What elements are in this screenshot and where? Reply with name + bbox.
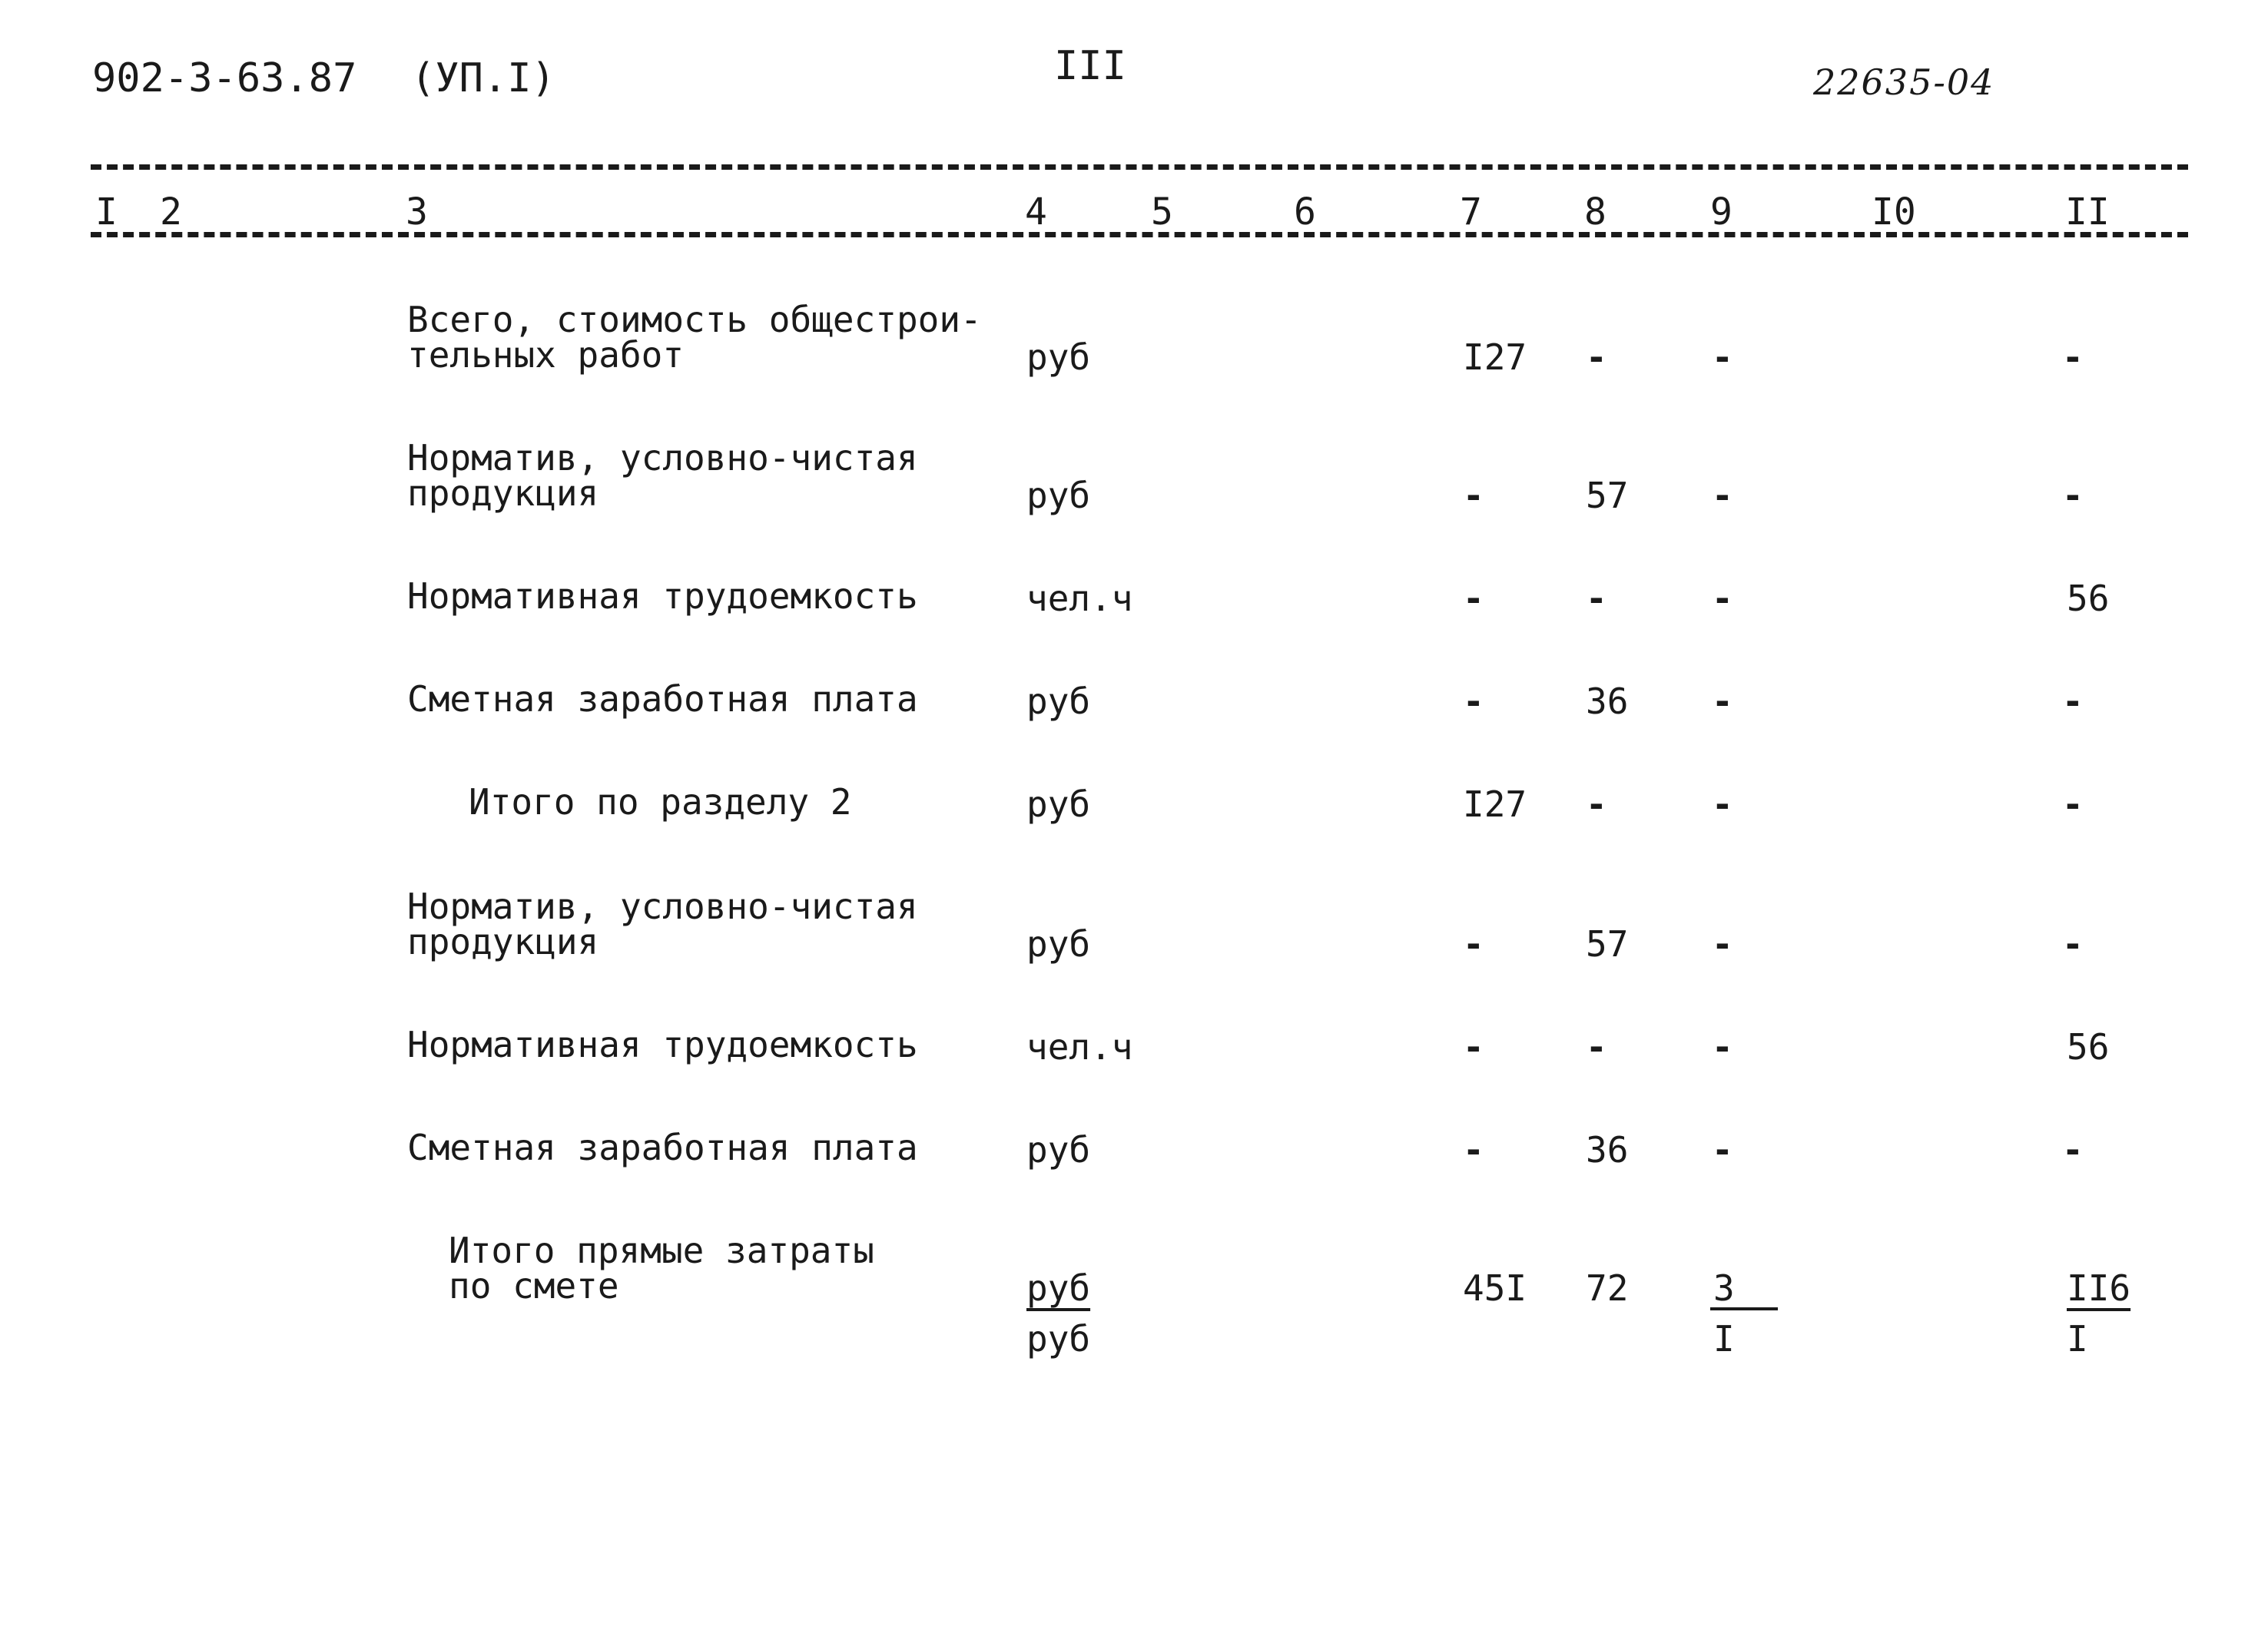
doc-section: (УП.I): [411, 55, 555, 101]
cell-col9: -: [1712, 1129, 1733, 1171]
column-number: 3: [406, 190, 428, 234]
row-label: Всего, стоимость общестрои-: [407, 299, 982, 340]
cell-col7: -: [1463, 1026, 1484, 1068]
row-label: Итого по разделу 2: [469, 781, 852, 823]
cell-col7: I27: [1463, 336, 1527, 378]
row-unit: руб: [1026, 923, 1091, 965]
row-unit: чел.ч: [1026, 1026, 1133, 1068]
cell-col8: 72: [1586, 1267, 1629, 1309]
column-number: 6: [1294, 190, 1316, 234]
row-unit: чел.ч: [1026, 578, 1133, 619]
column-number: I: [95, 190, 118, 234]
cell-col11-lower: I: [2067, 1318, 2088, 1360]
row-label: Нормативная трудоемкость: [407, 1024, 918, 1065]
column-number: 7: [1460, 190, 1482, 234]
row-label: продукция: [407, 921, 599, 962]
cell-col11: -: [2062, 681, 2084, 722]
cell-col8: -: [1586, 336, 1607, 378]
cell-col8: 36: [1586, 1129, 1629, 1171]
table-top-rule: [91, 164, 2188, 170]
row-unit: руб: [1026, 783, 1091, 825]
row-label: Сметная заработная плата: [407, 1127, 918, 1168]
row-unit: руб: [1026, 336, 1091, 378]
cell-col7: -: [1463, 578, 1484, 619]
row-label: по смете: [449, 1265, 619, 1307]
row-label: Норматив, условно-чистая: [407, 437, 918, 479]
row-unit: руб: [1026, 681, 1091, 722]
row-label: Нормативная трудоемкость: [407, 575, 918, 617]
cell-col7: -: [1463, 681, 1484, 722]
cell-col9: -: [1712, 475, 1733, 516]
cell-col11: -: [2062, 475, 2084, 516]
cell-col9: -: [1712, 923, 1733, 965]
cell-col7: I27: [1463, 783, 1527, 825]
cell-col7: -: [1463, 1129, 1484, 1171]
cell-col8: 57: [1586, 923, 1629, 965]
cell-col8: 36: [1586, 681, 1629, 722]
fraction-line: [1710, 1307, 1778, 1310]
row-unit: руб: [1026, 1267, 1091, 1309]
page-number: III: [1054, 43, 1126, 89]
archive-number: 22635-04: [1813, 61, 1995, 103]
row-label: Сметная заработная плата: [407, 678, 918, 720]
column-number: 2: [160, 190, 182, 234]
cell-col9: -: [1712, 783, 1733, 825]
column-number: 4: [1025, 190, 1047, 234]
cell-col11: -: [2062, 783, 2084, 825]
cell-col9: -: [1712, 681, 1733, 722]
cell-col8: 57: [1586, 475, 1629, 516]
cell-col8: -: [1586, 1026, 1607, 1068]
cell-col9: -: [1712, 578, 1733, 619]
cell-col11: -: [2062, 1129, 2084, 1171]
cell-col11: II6: [2067, 1267, 2131, 1309]
column-number: I0: [1872, 190, 1916, 234]
row-unit: руб: [1026, 475, 1091, 516]
column-number: 5: [1151, 190, 1173, 234]
row-label: тельных работ: [407, 334, 685, 376]
cell-col9: 3: [1713, 1267, 1735, 1309]
cell-col7: -: [1463, 923, 1484, 965]
cell-col11: 56: [2067, 578, 2110, 619]
cell-col8: -: [1586, 578, 1607, 619]
cell-col9: -: [1712, 1026, 1733, 1068]
column-number: 8: [1584, 190, 1606, 234]
cell-col9: -: [1712, 336, 1733, 378]
cell-col7: -: [1463, 475, 1484, 516]
column-number: 9: [1710, 190, 1732, 234]
cell-col7: 45I: [1463, 1267, 1527, 1309]
cell-col8: -: [1586, 783, 1607, 825]
cell-col11: -: [2062, 923, 2084, 965]
cell-col9-lower: I: [1713, 1318, 1735, 1360]
doc-number: 902-3-63.87: [92, 55, 357, 101]
row-label: продукция: [407, 472, 599, 514]
row-unit: руб: [1026, 1129, 1091, 1171]
row-label: Норматив, условно-чистая: [407, 886, 918, 927]
cell-col11: -: [2062, 336, 2084, 378]
row-label: Итого прямые затраты: [449, 1230, 874, 1271]
row-unit-lower: руб: [1026, 1318, 1091, 1360]
cell-col11: 56: [2067, 1026, 2110, 1068]
column-number: II: [2065, 190, 2110, 234]
